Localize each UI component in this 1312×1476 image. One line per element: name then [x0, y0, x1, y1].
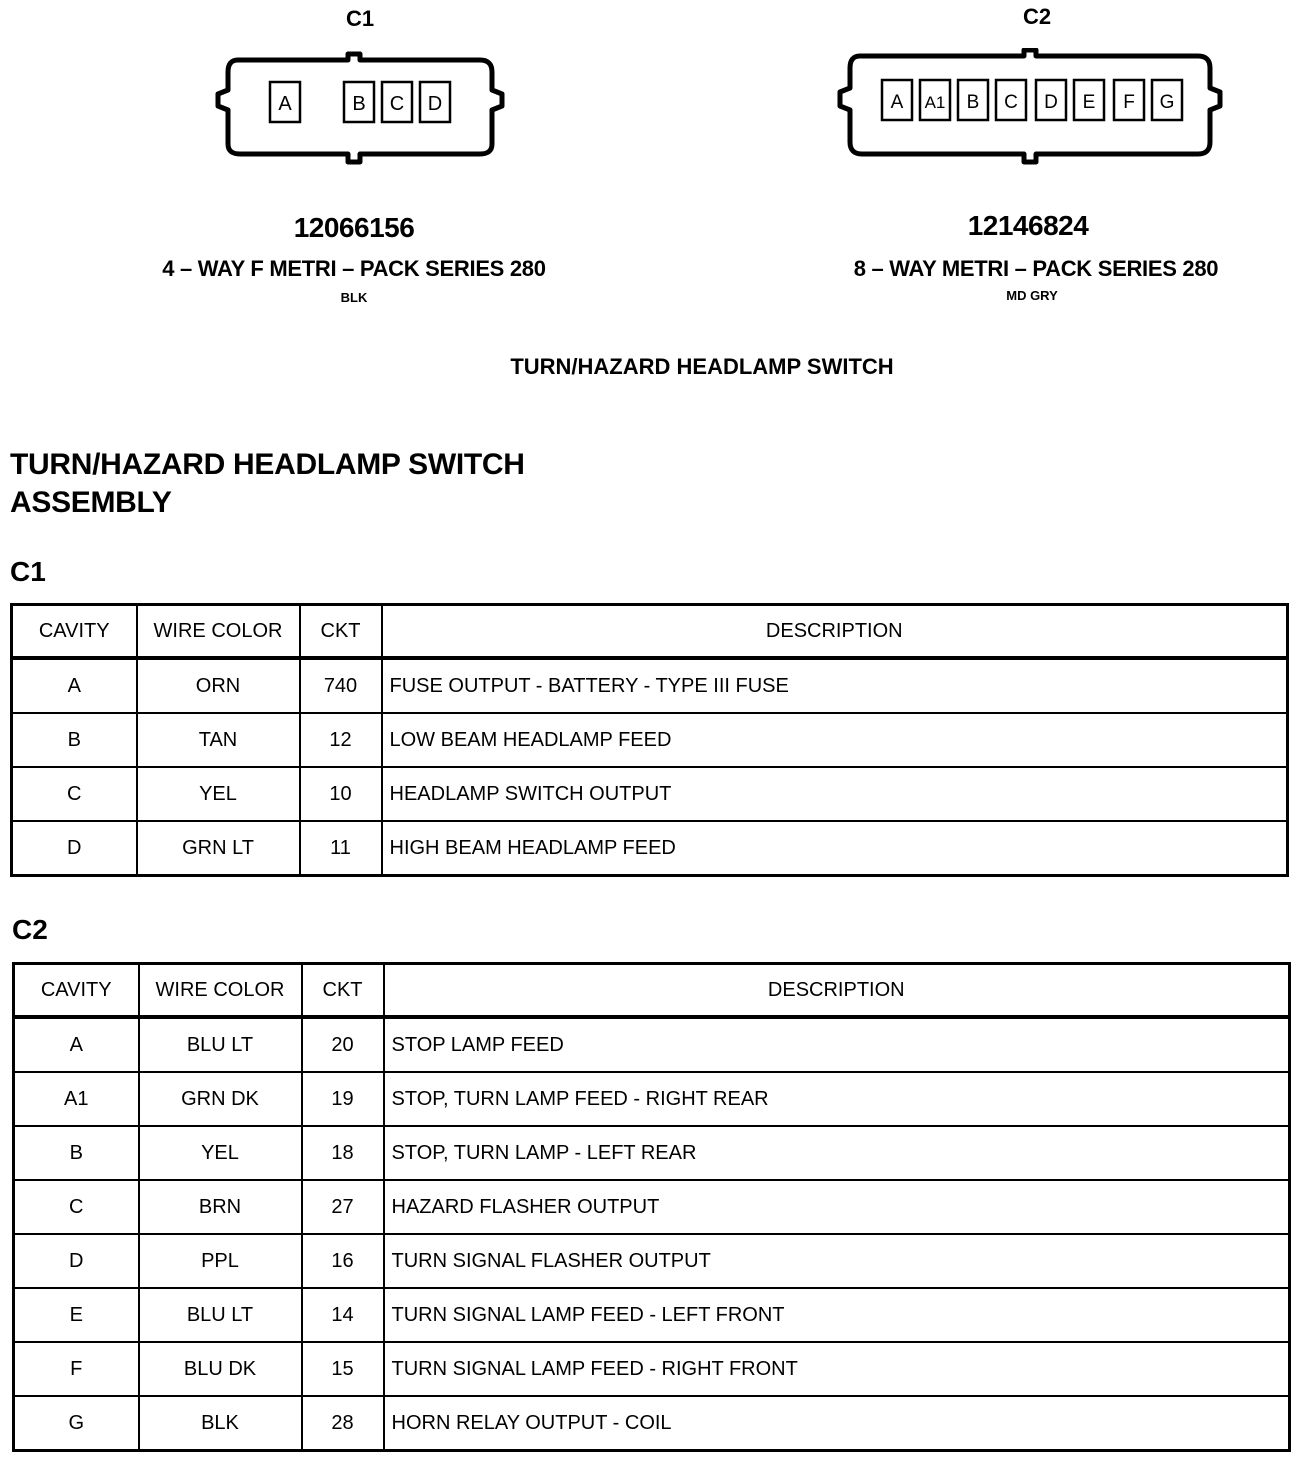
wire-color-cell: TAN [137, 713, 300, 767]
description-cell: STOP LAMP FEED [384, 1017, 1290, 1072]
header-wire-color: WIRE COLOR [137, 605, 300, 659]
c2-pin-f-label: F [1123, 92, 1135, 113]
c2-part-number: 12146824 [967, 210, 1089, 241]
wire-color-cell: BLU DK [139, 1342, 302, 1396]
c2-pin-e-label: E [1082, 92, 1096, 113]
cavity-cell: B [14, 1126, 139, 1180]
table-row [14, 1288, 1290, 1342]
table-header-row [14, 964, 1290, 1018]
table-row [12, 821, 1288, 876]
c2-pin-c [996, 80, 1026, 120]
ckt-cell: 16 [302, 1234, 384, 1288]
section-title-line2: ASSEMBLY [10, 486, 172, 519]
table-row [14, 1126, 1290, 1180]
c1-connector-drawing [210, 50, 510, 168]
table-row [14, 1180, 1290, 1234]
description-cell: HEADLAMP SWITCH OUTPUT [382, 767, 1288, 821]
description-cell: FUSE OUTPUT - BATTERY - TYPE III FUSE [382, 658, 1288, 713]
ckt-cell: 28 [302, 1396, 384, 1451]
ckt-cell: 20 [302, 1017, 384, 1072]
section-title-line1: TURN/HAZARD HEADLAMP SWITCH [10, 448, 525, 481]
cavity-cell: G [14, 1396, 139, 1451]
c2-pin-a1 [920, 80, 950, 120]
wire-color-cell: PPL [139, 1234, 302, 1288]
c1-table-title: C1 [10, 556, 46, 587]
table-row [12, 658, 1288, 713]
description-cell: HAZARD FLASHER OUTPUT [384, 1180, 1290, 1234]
c2-pin-a [882, 80, 912, 120]
ckt-cell: 14 [302, 1288, 384, 1342]
ckt-cell: 740 [300, 658, 382, 713]
cavity-cell: C [12, 767, 137, 821]
wire-color-cell: ORN [137, 658, 300, 713]
c2-pin-d-label: D [1044, 92, 1058, 113]
ckt-cell: 27 [302, 1180, 384, 1234]
description-cell: TURN SIGNAL FLASHER OUTPUT [384, 1234, 1290, 1288]
c2-connector-label: C2 [1022, 4, 1052, 29]
c1-pin-b-label: B [352, 93, 366, 115]
c1-pin-d-label: D [427, 93, 443, 115]
description-cell: TURN SIGNAL LAMP FEED - RIGHT FRONT [384, 1342, 1290, 1396]
cavity-cell: A [14, 1017, 139, 1072]
table-row [14, 1234, 1290, 1288]
cavity-cell: D [12, 821, 137, 876]
c1-color: BLK [340, 290, 368, 305]
header-description: DESCRIPTION [384, 964, 1290, 1018]
c2-connector-drawing [830, 48, 1230, 166]
ckt-cell: 18 [302, 1126, 384, 1180]
table-row [14, 1017, 1290, 1072]
ckt-cell: 15 [302, 1342, 384, 1396]
c1-connector-label: C1 [345, 6, 375, 31]
c2-pinout-table [12, 962, 1291, 1452]
cavity-cell: F [14, 1342, 139, 1396]
cavity-cell: A1 [14, 1072, 139, 1126]
table-row [14, 1396, 1290, 1451]
c2-pin-b-label: B [966, 92, 980, 113]
wire-color-cell: BLU LT [139, 1288, 302, 1342]
description-cell: TURN SIGNAL LAMP FEED - LEFT FRONT [384, 1288, 1290, 1342]
c1-pinout-table [10, 603, 1289, 877]
c2-pin-c-label: C [1004, 92, 1018, 113]
c2-color: MD GRY [1006, 288, 1058, 303]
description-cell: LOW BEAM HEADLAMP FEED [382, 713, 1288, 767]
c1-pin-d [420, 82, 450, 122]
header-ckt: CKT [302, 964, 384, 1018]
c2-pin-f [1114, 80, 1144, 120]
c1-pin-a-label: A [278, 93, 292, 115]
table-row [12, 767, 1288, 821]
wire-color-cell: GRN DK [139, 1072, 302, 1126]
wire-color-cell: GRN LT [137, 821, 300, 876]
table-row [14, 1072, 1290, 1126]
ckt-cell: 19 [302, 1072, 384, 1126]
cavity-cell: E [14, 1288, 139, 1342]
cavity-cell: A [12, 658, 137, 713]
cavity-cell: C [14, 1180, 139, 1234]
c1-pin-c [382, 82, 412, 122]
header-cavity: CAVITY [12, 605, 137, 659]
header-ckt: CKT [300, 605, 382, 659]
c2-pin-g [1152, 80, 1182, 120]
table-row [12, 713, 1288, 767]
c2-pin-d [1036, 80, 1066, 120]
c2-pin-a-label: A [890, 92, 904, 113]
c1-part-number: 12066156 [293, 212, 415, 243]
c2-pin-a1-label: A1 [924, 93, 946, 112]
header-wire-color: WIRE COLOR [139, 964, 302, 1018]
description-cell: HIGH BEAM HEADLAMP FEED [382, 821, 1288, 876]
header-cavity: CAVITY [14, 964, 139, 1018]
c1-pin-b [344, 82, 374, 122]
description-cell: STOP, TURN LAMP FEED - RIGHT REAR [384, 1072, 1290, 1126]
section-title [10, 446, 525, 522]
wire-color-cell: BRN [139, 1180, 302, 1234]
c1-description: 4 – WAY F METRI – PACK SERIES 280 [162, 256, 546, 281]
c2-description: 8 – WAY METRI – PACK SERIES 280 [853, 256, 1219, 281]
description-cell: STOP, TURN LAMP - LEFT REAR [384, 1126, 1290, 1180]
ckt-cell: 12 [300, 713, 382, 767]
c1-pin-c-label: C [389, 93, 405, 115]
cavity-cell: D [14, 1234, 139, 1288]
ckt-cell: 10 [300, 767, 382, 821]
c2-table-title: C2 [12, 914, 48, 945]
wire-color-cell: BLK [139, 1396, 302, 1451]
wire-color-cell: YEL [139, 1126, 302, 1180]
description-cell: HORN RELAY OUTPUT - COIL [384, 1396, 1290, 1451]
c1-pin-a [270, 82, 300, 122]
ckt-cell: 11 [300, 821, 382, 876]
wire-color-cell: BLU LT [139, 1017, 302, 1072]
diagram-caption: TURN/HAZARD HEADLAMP SWITCH [510, 354, 894, 379]
table-row [14, 1342, 1290, 1396]
cavity-cell: B [12, 713, 137, 767]
c2-pin-g-label: G [1159, 92, 1175, 113]
header-description: DESCRIPTION [382, 605, 1288, 659]
wire-color-cell: YEL [137, 767, 300, 821]
c2-pin-e [1074, 80, 1104, 120]
c2-pin-b [958, 80, 988, 120]
table-header-row [12, 605, 1288, 659]
